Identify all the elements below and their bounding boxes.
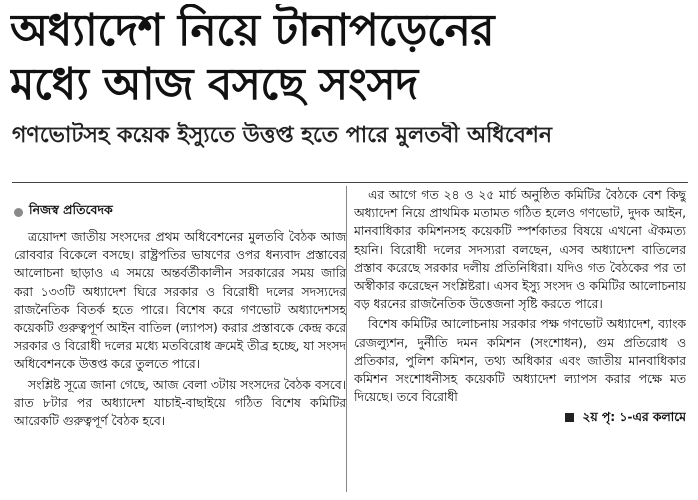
- section-rule: [12, 182, 688, 183]
- headline-line-1: অধ্যাদেশ নিয়ে টানাপড়েনের: [10, 5, 495, 56]
- continuation-note: [354, 408, 686, 426]
- paragraph: সংশ্লিষ্ট সূত্রে জানা গেছে, আজ বেলা ৩টায় সংসদের বৈঠক বসবে। রাত ৮টার পর অধ্যাদেশ যাচাই-বাছাইয়ে গঠিত বিশেষ কমিটির আরেকটি গুরুত্বপূর্ণ বৈঠক হবে।: [14, 377, 346, 429]
- continuation-text: ২য় পৃ: ১-এর কলামে: [582, 410, 686, 425]
- paragraph: বিশেষ কমিটির আলোচনায় সরকার পক্ষ গণভোট অধ্যাদেশ, ব্যাংক রেজল্যুশন, দুর্নীতি দমন কমিশন (সংশোধন), গুম প্রতিরোধ ও প্রতিকার, পুলিশ কমিশন, তথ্য অধিকার এবং জাতীয় মানবাধিকার কমিশন সংশোধনীসহ কয়েকটি অধ্যাদেশ ল্যাপস করার পক্ষে মত দিয়েছে। তবে বিরোধী: [354, 317, 686, 405]
- bullet-icon: [14, 208, 23, 217]
- continuation-marker-icon: [565, 413, 574, 422]
- left-column: [14, 228, 346, 492]
- byline: [14, 202, 113, 222]
- headline-line-2: মধ্যে আজ বসছে সংসদ: [10, 59, 418, 110]
- paragraph: ত্রয়োদশ জাতীয় সংসদের প্রথম অধিবেশনের মুলতবি বৈঠক আজ রোববার বিকেলে বসছে। রাষ্ট্রপতির ভাষণের ওপর ধন্যবাদ প্রস্তাবের আলোচনা ছাড়াও এ সময়ে অন্তর্বর্তীকালীন সরকারের সময় জারি করা ১৩৩টি অধ্যাদেশ ঘিরে সরকার ও বিরোধী দলের সদস্যদের রাজনৈতিক বিতর্ক হতে পারে। বিশেষ করে গণভোট অধ্যাদেশসহ কয়েকটি গুরুত্বপূর্ণ আইন বাতিল (ল্যাপস) করার প্রস্তাবকে কেন্দ্র করে সরকার ও বিরোধী দলের মধ্যে মতবিরোধ ক্রমেই তীব্র হচ্ছে, যা সংসদ অধিবেশনকে উত্তপ্ত করে তুলতে পারে।: [14, 230, 346, 372]
- column-divider: [346, 186, 347, 492]
- headline: [10, 4, 690, 112]
- right-column: [354, 186, 686, 492]
- byline-text: নিজস্ব প্রতিবেদক: [29, 202, 113, 217]
- subheadline: গণভোটসহ কয়েক ইস্যুতে উত্তপ্ত হতে পারে মুলতবী অধিবেশন: [12, 123, 552, 148]
- paragraph: এর আগে গত ২৪ ও ২৫ মার্চ অনুষ্ঠিত কমিটির বৈঠকে বেশ কিছু অধ্যাদেশ নিয়ে প্রাথমিক মতামত গঠিত হলেও গণভোট, দুদক আইন, মানবাধিকার কমিশনসহ কয়েকটি স্পর্শকাতর বিষয়ে এখনো ঐকমত্য হয়নি। বিরোধী দলের সদস্যরা বলছেন, এসব অধ্যাদেশ বাতিলের প্রস্তাব করেছে সরকার দলীয় প্রতিনিধিরা। যদিও গত বৈঠকের পর তা অস্বীকার করেছেন সংশ্লিষ্টরা। এসব ইস্যু সংসদ ও কমিটির আলোচনায় বড় ধরনের রাজনৈতিক উত্তেজনা সৃষ্টি করতে পারে।: [354, 188, 686, 312]
